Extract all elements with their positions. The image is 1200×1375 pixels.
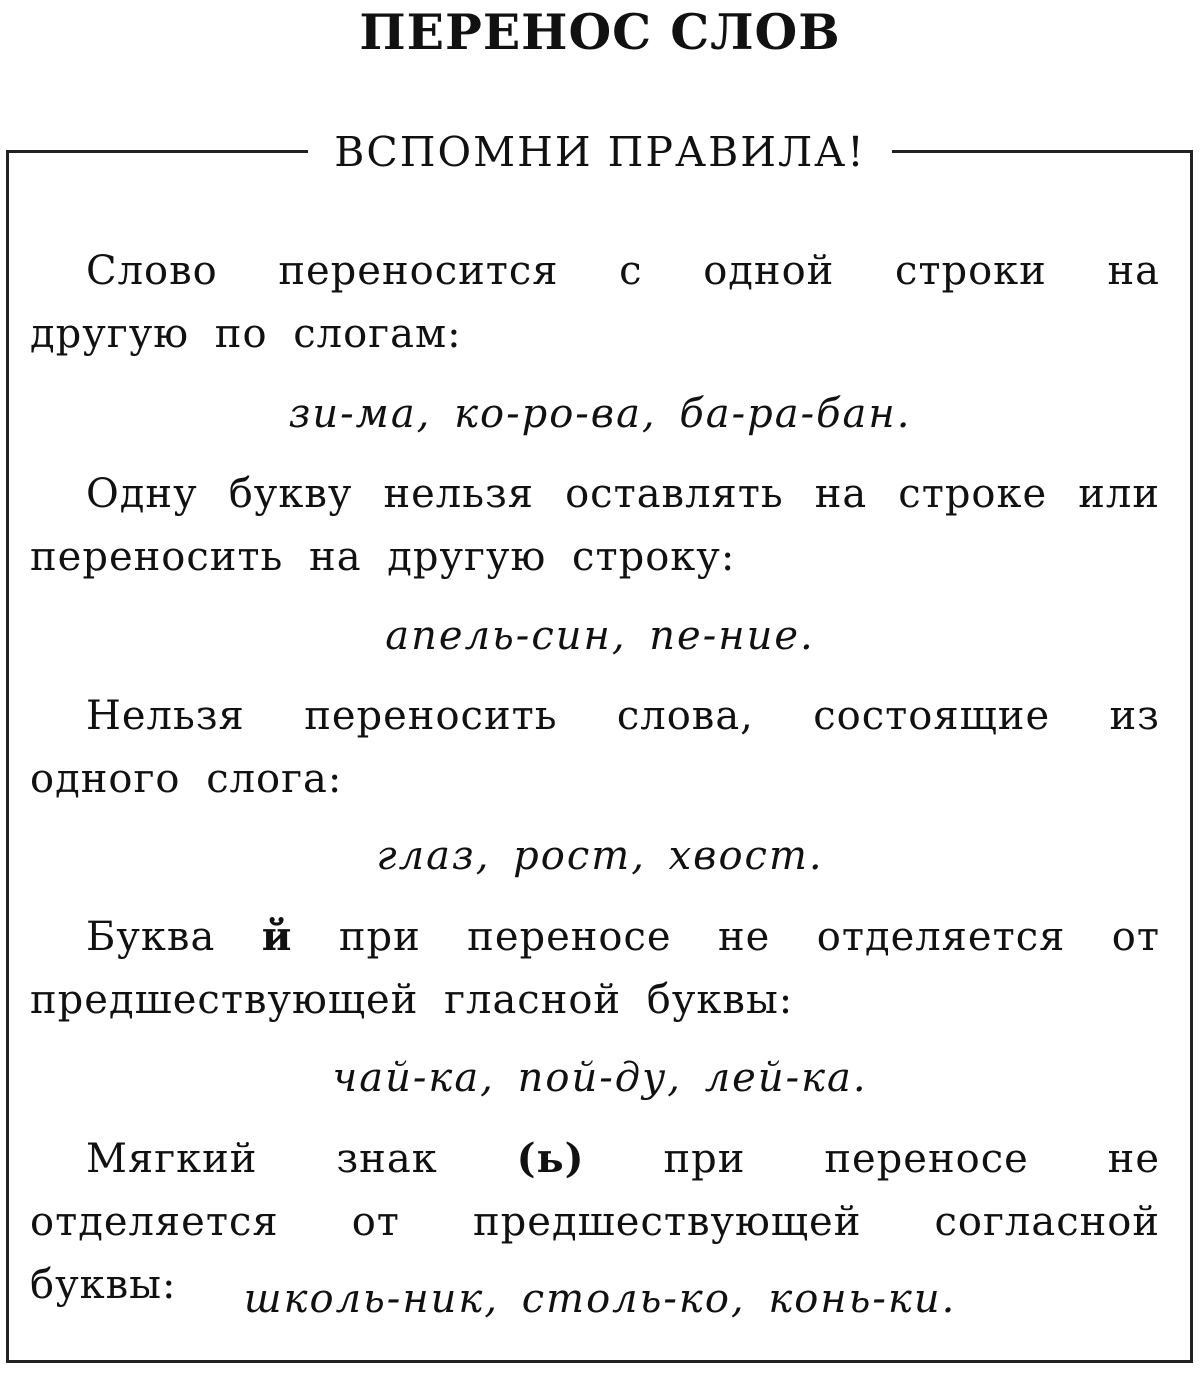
rule-3-body: Нельзя переносить слова, состоящие из одного слога: [30, 693, 1160, 802]
rule-5-body-start: Мягкий знак [86, 1136, 438, 1182]
page-title: ПЕРЕНОС СЛОВ [359, 3, 841, 61]
rule-3-text [30, 685, 1160, 811]
rule-2-text [30, 463, 1160, 589]
rule-2-example: апель-син, пе-ние. [385, 613, 815, 659]
box-heading [0, 122, 1200, 191]
rule-4-body-end: при переносе не отделяется от предшествующей гласной буквы: [30, 914, 1160, 1023]
rule-3-example: глаз, рост, хвост. [376, 833, 824, 879]
rule-4-bold-letter: й [261, 913, 293, 960]
rule-1-body: Слово переносится с одной строки на другую по слогам: [30, 248, 1160, 357]
rule-5-example: школь-ник, столь-ко, конь-ки. [243, 1276, 957, 1322]
rule-4-example: чай-ка, пой-ду, лей-ка. [332, 1055, 868, 1101]
rule-1-text [30, 240, 1160, 366]
rule-5-bold-letter: (ь) [516, 1135, 585, 1182]
rule-2-body: Одну букву нельзя оставлять на строке или переносить на другую строку: [30, 471, 1160, 580]
rule-5-body-end: при переносе не отделяется от предшествующей согласной буквы: [30, 1136, 1160, 1308]
rule-4-text [30, 905, 1160, 1032]
rule-4-body-start: Буква [86, 914, 216, 960]
rule-1-example: зи-ма, ко-ро-ва, ба-ра-бан. [288, 391, 912, 437]
box-heading-label: ВСПОМНИ ПРАВИЛА! [308, 122, 891, 182]
